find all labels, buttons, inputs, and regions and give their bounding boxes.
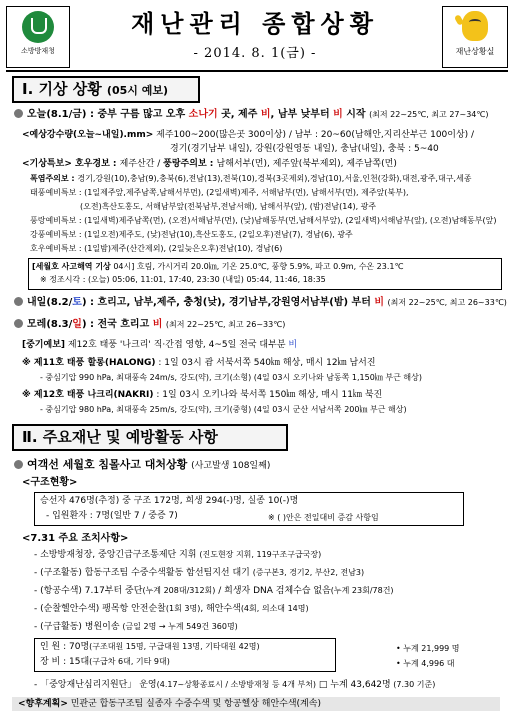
ferry-day-count: (사고발생 108일째) — [191, 461, 271, 471]
future-plan: <향후계획> 민관군 합동구조팀 실종자 수중수색 및 항공헬상 해안수색(계속) — [18, 699, 321, 709]
action-command: - 소방방재청장, 중앙긴급구조통제단 지휘 (진도현장 지휘, 119구조구급국장) — [34, 550, 322, 560]
wave-pre-advisory: 풍랑예비특보 : (1일새벽)제주남쪽(먼), (오전)서해남부(먼), (낮)남해동부(먼,남해서부앞), (2일새벽)서해남부(앞), (오전)남해동부(앞) — [30, 216, 497, 225]
situation-room-badge — [442, 6, 508, 68]
weather-section-heading — [12, 76, 200, 103]
weather-warnings: <기상특보> 호우경보 : 제주산간 / 풍랑주의보 : 남해서부(먼), 제주앞(북부제외), 제주남쪽(먼) — [22, 159, 397, 169]
rescue-status-label: <구조현황> — [22, 477, 78, 488]
tomorrow-temp: (최저 22~25℃, 최고 26~33℃) — [387, 298, 507, 307]
rain-label: <예상강수량(오늘~내일).mm> — [22, 130, 154, 140]
rain-forecast — [22, 128, 474, 142]
bullet-icon — [14, 109, 23, 118]
dayafter-temp: (최저 22~25℃, 최고 26~33℃) — [165, 320, 286, 329]
mid-term-forecast: [중기예보] 제12호 태풍 '나크리' 직·간접 영향, 4~5일 전국 대부분 비 — [22, 340, 298, 350]
bullet-icon — [14, 460, 23, 469]
report-date: - 2014. 8. 1(금) - — [193, 46, 317, 61]
page-title: 재난관리 종합상황 — [131, 10, 379, 38]
weather-section-title: Ⅰ. 기상 상황 — [22, 80, 102, 98]
typhoon-11: ※ 제11호 태풍 할롱(HALONG) : 1일 03시 괌 서북서쪽 540㎞ 해상, 매시 12㎞ 남서진 — [22, 358, 376, 368]
today-forecast: 오늘(8.1/금) : 중부 구름 많고 오후 소나기 곳, 제주 비, 남부 낮부터 비 시작 (최저 22~25℃, 최고 27~34℃) — [14, 108, 488, 122]
rescue-note: ※ ( )안은 전일대비 증감 사항임 — [268, 513, 379, 522]
action-air-search: - (항공수색) 7.17부터 중단(누계 208대/312회) / 희생자 DNA 검체수습 없음(누계 23회/78건) — [34, 586, 394, 596]
tide-times: ※ 정조시각 : (오늘) 05:06, 11:01, 17:40, 23:30 (내일) 05:44, 11:46, 18:35 — [40, 275, 326, 284]
typhoon-pre-advisory-2: (오전)흑산도홍도, 서해남부앞(전북남부,전남서해), 남해서부(앞), (밤)전남(14), 광주 — [80, 202, 377, 211]
disaster-section-heading — [12, 424, 288, 451]
typhoon-12: ※ 제12호 태풍 나크리(NAKRI) : 1일 03시 오키나와 북서쪽 150㎞ 해상, 매시 11㎞ 북진 — [22, 390, 383, 400]
dayafter-forecast: 모레(8.3/일) : 전국 흐리고 비 (최저 22~25℃, 최고 26~33℃) — [14, 318, 285, 332]
personnel-total: • 누계 21,999 명 — [396, 644, 460, 653]
action-patrol: - (순찰헬안수색) 팽목항 안전순찰(1회 3명), 해안수색(4회, 의소대 14명) — [34, 604, 309, 614]
header-divider — [6, 70, 508, 72]
weather-section-sub: (05시 예보) — [106, 84, 168, 97]
ferry-heading: 여객선 세월호 침몰사고 대처상황 (사고발생 108일째) — [14, 458, 270, 473]
today-temp: (최저 22~25℃, 최고 27~34℃) — [369, 110, 489, 119]
agency-logo — [6, 6, 70, 68]
wind-pre-advisory: 강풍예비특보 : (1일오전)제주도, (낮)전남(10),흑산도홍도, (2일오후)전남(7), 경남(6), 광주 — [30, 230, 353, 239]
rain-pre-advisory: 호우예비특보 : (1일밤)제주(산간제외), (2일늦은오후)전남(10), 경남(6) — [30, 244, 283, 253]
mascot-icon — [462, 11, 488, 41]
agency-emblem-icon — [22, 11, 54, 43]
agency-name: 소방방재청 — [21, 47, 55, 55]
actions-label: <7.31 주요 조치사항> — [22, 533, 129, 544]
rescue-summary: 승선자 476명(추정) 중 구조 172명, 희생 294(-)명, 실종 10(-)명 — [40, 496, 299, 506]
personnel: 인 원 : 70명(구조대원 15명, 구급대원 13명, 기타대원 42명) — [40, 642, 260, 652]
action-rescue: - (구조활동) 합동구조팀 수중수색활동 함선팀지선 대기 (증구본3, 경기2, 부산2, 전남3) — [34, 568, 365, 578]
typhoon-11-detail: - 중심기압 990 hPa, 최대풍속 24m/s, 강도(약), 크기(소형) (4일 03시 오키나와 남동쪽 1,150㎞ 부근 해상) — [40, 373, 422, 382]
typhoon-12-detail: - 중심기압 980 hPa, 최대풍속 25m/s, 강도(약), 크기(중형) (4일 03시 군산 서남서쪽 200㎞ 부근 해상) — [40, 405, 407, 414]
bullet-icon — [14, 319, 23, 328]
equipment-total: • 누계 4,996 대 — [396, 659, 455, 668]
bullet-icon — [14, 297, 23, 306]
psych-support: - 「중앙재난심리지원단」 운영(4.17~상황종료시 / 소방방재청 등 4개 부처) □ 누계 43,642명 (7.30 기준) — [34, 680, 436, 690]
disaster-section-title: Ⅱ. 주요재난 및 예방활동 사항 — [22, 428, 218, 446]
inpatients: - 입원환자 : 7명(일반 7 / 중증 7) — [46, 511, 178, 521]
action-ems: - (구급활동) 병원이송 (금일 2명 → 누계 549건 360명) — [34, 622, 238, 632]
situation-room-label: 재난상황실 — [455, 47, 495, 56]
sewol-weather: [세월호 사고해역 기상 04시] 흐림, 가시거리 20.0㎞, 기온 25.0℃, 풍향 5.9%, 파고 0.9m, 수온 23.1℃ — [32, 262, 404, 271]
report-header — [6, 6, 508, 68]
heat-advisory: 폭염주의보 : 경기,강원(10),충남(9),충북(6),전남(13),전북(10),경북(3곳제외),경남(10),서울,인천(강화),대전,광주,대구,세종 — [30, 174, 472, 183]
tomorrow-forecast: 내일(8.2/토) : 흐리고, 남부,제주, 충청(낮), 경기남부,강원영서남부(밤) 부터 비 (최저 22~25℃, 최고 26~33℃) — [14, 296, 507, 310]
rain-line-1: 제주100~200(많은곳 300이상) / 남부 : 20~60(남해안,지리산부근 100이상) / — [156, 130, 475, 140]
rain-line-2: 경기(경기남부 내일), 강원(강원영동 내일), 충남(내일), 충북 : 5~40 — [170, 144, 439, 154]
equipment: 장 비 : 15대(구급차 6대, 기타 9대) — [40, 657, 170, 667]
typhoon-pre-advisory: 태풍예비특보 : (1일제주앞,제주남쪽,남해서부먼), (2일새벽)제주, 서해남부(먼), 남해서부(먼), 제주앞(북부), — [30, 188, 409, 197]
